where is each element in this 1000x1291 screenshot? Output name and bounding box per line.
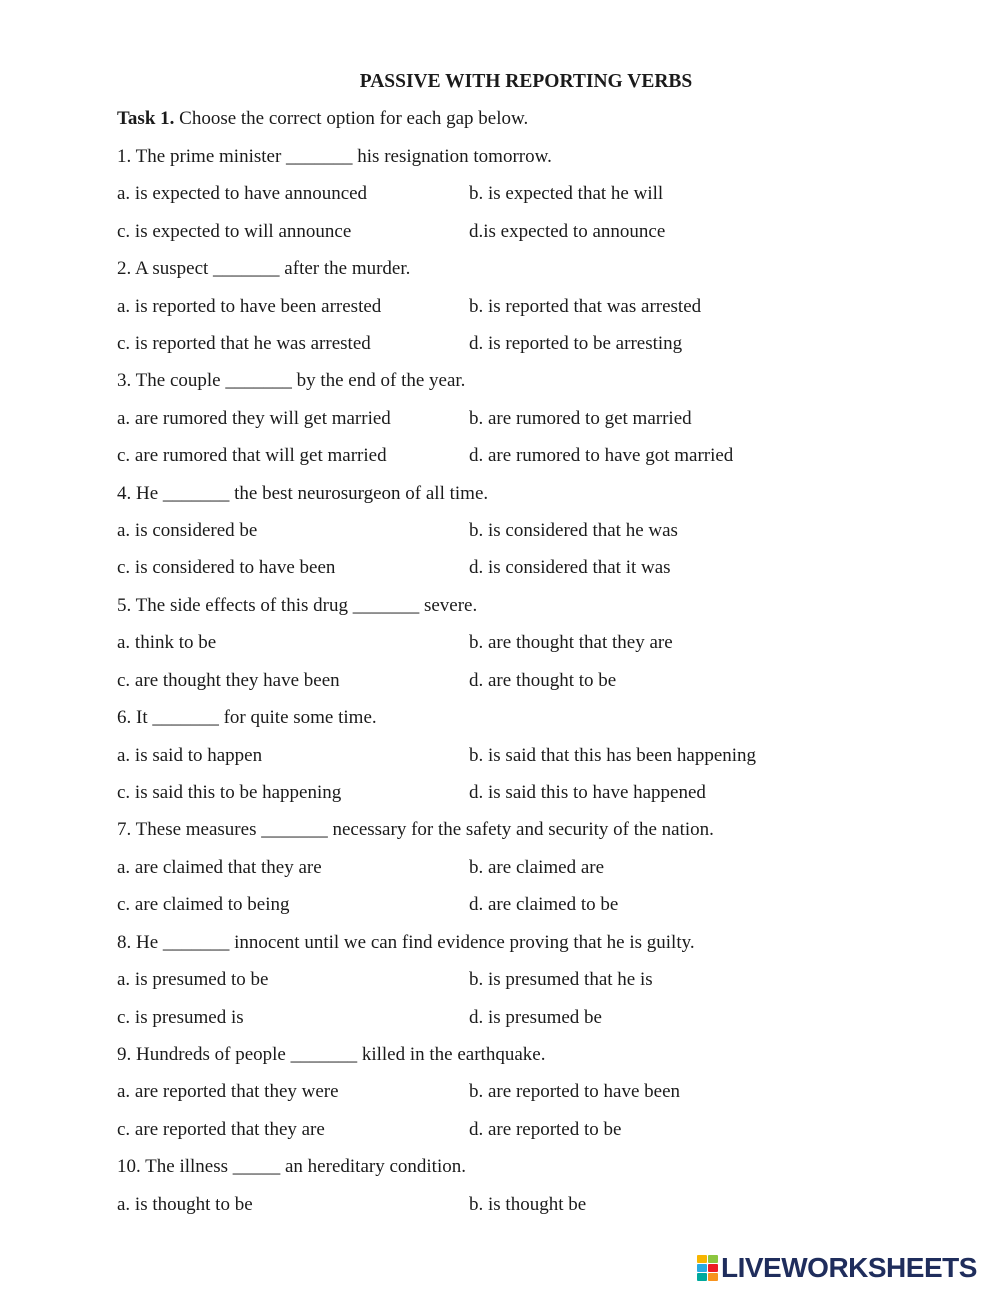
task-instruction	[117, 100, 935, 137]
question-4-option-a[interactable]: a. is considered be	[117, 520, 258, 542]
question-9-options-cd	[117, 1111, 935, 1148]
question-6-option-c[interactable]: c. is said this to be happening	[117, 782, 342, 804]
question-9-option-b[interactable]: b. are reported to have been	[469, 1081, 681, 1103]
question-10-options-ab	[117, 1186, 935, 1223]
liveworksheets-logo	[697, 1253, 977, 1283]
question-4-option-b[interactable]: b. is considered that he was	[469, 520, 678, 542]
question-2-option-d[interactable]: d. is reported to be arresting	[469, 332, 683, 354]
question-2-options-cd	[117, 325, 935, 362]
question-9-option-d[interactable]: d. are reported to be	[469, 1118, 622, 1140]
question-7-option-a[interactable]: a. are claimed that they are	[117, 856, 322, 878]
question-6-options-cd	[117, 774, 935, 811]
question-9-options-ab	[117, 1073, 935, 1110]
question-7-option-b[interactable]: b. are claimed are	[469, 856, 605, 878]
question-1-option-c[interactable]: c. is expected to will announce	[117, 220, 352, 242]
question-3-options-ab	[117, 400, 935, 437]
question-1-stem: 1. The prime minister _______ his resignation tomorrow.	[117, 145, 552, 167]
question-1-options-ab	[117, 175, 935, 212]
logo-block	[708, 1255, 718, 1263]
logo-block	[708, 1264, 718, 1272]
task-label: Task 1.	[117, 108, 175, 130]
logo-text: LIVEWORKSHEETS	[721, 1252, 977, 1283]
question-8-option-a[interactable]: a. is presumed to be	[117, 969, 269, 991]
colored-blocks-icon	[697, 1255, 718, 1281]
question-2-option-a[interactable]: a. is reported to have been arrested	[117, 295, 382, 317]
question-5-stem: 5. The side effects of this drug _______ severe.	[117, 594, 478, 616]
question-2-option-c[interactable]: c. is reported that he was arrested	[117, 332, 371, 354]
question-4-options-ab	[117, 512, 935, 549]
question-4-stem: 4. He _______ the best neurosurgeon of all time.	[117, 482, 489, 504]
question-8-option-d[interactable]: d. is presumed be	[469, 1006, 602, 1028]
question-2-option-b[interactable]: b. is reported that was arrested	[469, 295, 702, 317]
question-8-options-ab	[117, 961, 935, 998]
question-6-option-b[interactable]: b. is said that this has been happening	[469, 744, 757, 766]
question-7-options-cd	[117, 886, 935, 923]
question-1-options-cd	[117, 213, 935, 250]
question-3-option-a[interactable]: a. are rumored they will get married	[117, 407, 391, 429]
question-3-options-cd	[117, 437, 935, 474]
question-1-option-d[interactable]: d.is expected to announce	[469, 220, 666, 242]
logo-block	[708, 1273, 718, 1281]
question-6-option-a[interactable]: a. is said to happen	[117, 744, 263, 766]
question-4-option-d[interactable]: d. is considered that it was	[469, 557, 671, 579]
question-5-option-a[interactable]: a. think to be	[117, 632, 217, 654]
question-3-stem: 3. The couple _______ by the end of the year.	[117, 370, 466, 392]
logo-block	[697, 1273, 707, 1281]
question-10-option-b[interactable]: b. is thought be	[469, 1193, 587, 1215]
question-1-option-b[interactable]: b. is expected that he will	[469, 183, 664, 205]
question-2-stem: 2. A suspect _______ after the murder.	[117, 258, 411, 280]
question-5-option-d[interactable]: d. are thought to be	[469, 669, 617, 691]
question-8-options-cd	[117, 999, 935, 1036]
question-8-option-c[interactable]: c. is presumed is	[117, 1006, 244, 1028]
question-10-stem: 10. The illness _____ an hereditary condition.	[117, 1156, 466, 1178]
question-6-stem: 6. It _______ for quite some time.	[117, 707, 377, 729]
worksheet	[117, 63, 935, 1223]
task-text: Choose the correct option for each gap below.	[179, 108, 529, 130]
question-6-options-ab	[117, 737, 935, 774]
question-5-option-b[interactable]: b. are thought that they are	[469, 632, 673, 654]
question-3-option-b[interactable]: b. are rumored to get married	[469, 407, 692, 429]
question-2-options-ab	[117, 288, 935, 325]
question-5-options-ab	[117, 624, 935, 661]
question-8-stem: 8. He _______ innocent until we can find evidence proving that he is guilty.	[117, 931, 695, 953]
question-9-option-a[interactable]: a. are reported that they were	[117, 1081, 339, 1103]
logo-block	[697, 1264, 707, 1272]
question-4-option-c[interactable]: c. is considered to have been	[117, 557, 336, 579]
question-9-option-c[interactable]: c. are reported that they are	[117, 1118, 325, 1140]
question-9-stem: 9. Hundreds of people _______ killed in the earthquake.	[117, 1043, 546, 1065]
question-6-option-d[interactable]: d. is said this to have happened	[469, 782, 706, 804]
question-7-option-c[interactable]: c. are claimed to being	[117, 894, 290, 916]
question-8-option-b[interactable]: b. is presumed that he is	[469, 969, 653, 991]
worksheet-title: PASSIVE WITH REPORTING VERBS	[359, 71, 693, 92]
question-3-option-c[interactable]: c. are rumored that will get married	[117, 445, 387, 467]
question-3-option-d[interactable]: d. are rumored to have got married	[469, 445, 734, 467]
question-7-stem: 7. These measures _______ necessary for the safety and security of the nation.	[117, 819, 714, 841]
question-7-options-ab	[117, 849, 935, 886]
question-5-option-c[interactable]: c. are thought they have been	[117, 669, 340, 691]
question-1-option-a[interactable]: a. is expected to have announced	[117, 183, 368, 205]
question-10-option-a[interactable]: a. is thought to be	[117, 1193, 253, 1215]
question-4-options-cd	[117, 549, 935, 586]
question-5-options-cd	[117, 662, 935, 699]
logo-block	[697, 1255, 707, 1263]
question-7-option-d[interactable]: d. are claimed to be	[469, 894, 619, 916]
